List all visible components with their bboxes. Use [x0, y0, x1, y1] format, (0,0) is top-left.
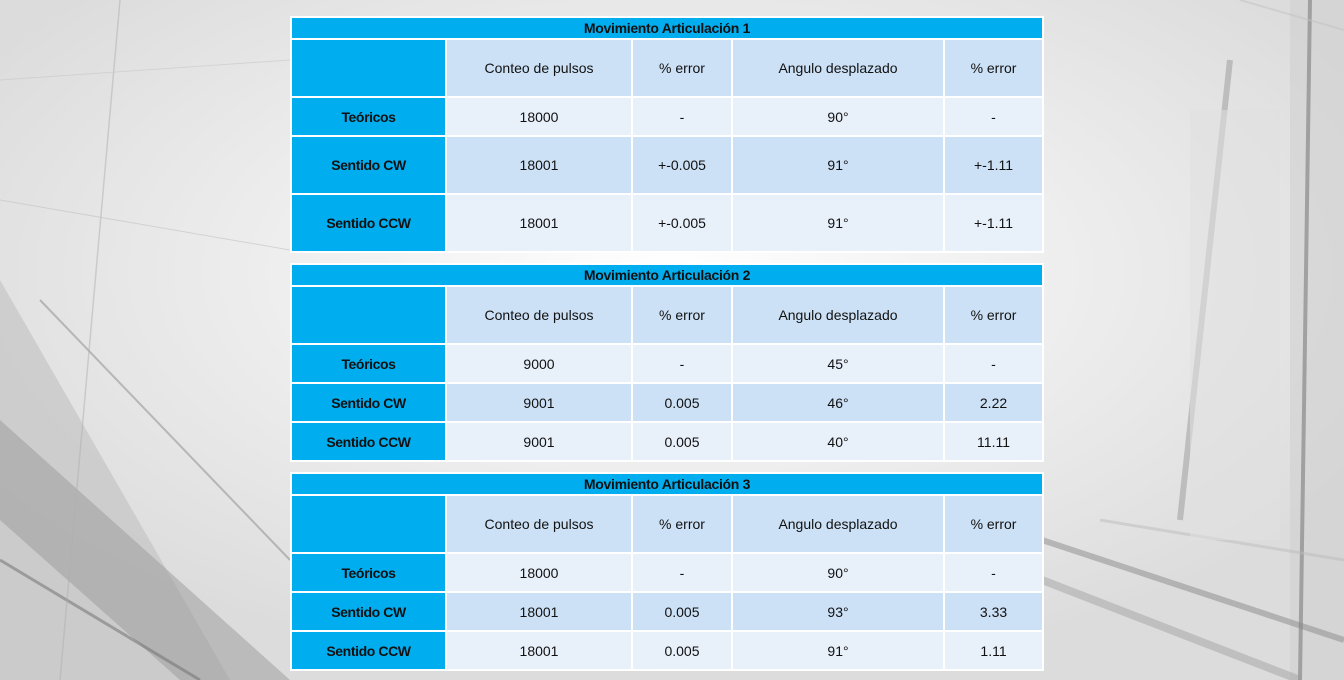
table-articulacion-2: [290, 263, 1044, 462]
column-header: Angulo desplazado: [732, 286, 944, 344]
table-articulacion-3: [290, 472, 1044, 671]
table-cell: -: [632, 344, 732, 383]
table-row: [291, 194, 1043, 252]
table-cell: 18001: [446, 592, 632, 631]
table-cell: 11.11: [944, 422, 1043, 461]
table-row: [291, 592, 1043, 631]
table-cell: 90°: [732, 97, 944, 136]
table-cell: 18001: [446, 631, 632, 670]
table-cell: 18000: [446, 97, 632, 136]
table-cell: +-0.005: [632, 194, 732, 252]
table-title: Movimiento Articulación 2: [291, 264, 1043, 286]
column-header: % error: [944, 39, 1043, 97]
table-cell: 0.005: [632, 631, 732, 670]
table-cell: 18001: [446, 194, 632, 252]
table-cell: +-0.005: [632, 136, 732, 194]
row-label: Teóricos: [291, 553, 446, 592]
row-label: Teóricos: [291, 97, 446, 136]
table-cell: -: [632, 553, 732, 592]
table-row: [291, 631, 1043, 670]
table-cell: 0.005: [632, 383, 732, 422]
row-label: Sentido CCW: [291, 422, 446, 461]
column-header: Conteo de pulsos: [446, 495, 632, 553]
table-row: [291, 344, 1043, 383]
column-header: % error: [632, 286, 732, 344]
header-corner: [291, 286, 446, 344]
table-cell: 9001: [446, 422, 632, 461]
table-cell: 9000: [446, 344, 632, 383]
row-label: Sentido CCW: [291, 631, 446, 670]
row-label: Sentido CCW: [291, 194, 446, 252]
table-row: [291, 383, 1043, 422]
column-header: % error: [632, 495, 732, 553]
table-articulacion-1: [290, 16, 1044, 253]
table-row: [291, 97, 1043, 136]
table-cell: 2.22: [944, 383, 1043, 422]
header-corner: [291, 495, 446, 553]
column-header: Angulo desplazado: [732, 495, 944, 553]
table-cell: 9001: [446, 383, 632, 422]
table-title: Movimiento Articulación 3: [291, 473, 1043, 495]
header-corner: [291, 39, 446, 97]
table-cell: -: [944, 344, 1043, 383]
table-title: Movimiento Articulación 1: [291, 17, 1043, 39]
column-header: % error: [944, 495, 1043, 553]
column-header: Angulo desplazado: [732, 39, 944, 97]
table-cell: 91°: [732, 631, 944, 670]
row-label: Sentido CW: [291, 136, 446, 194]
table-row: [291, 553, 1043, 592]
column-header: % error: [944, 286, 1043, 344]
table-cell: 1.11: [944, 631, 1043, 670]
table-cell: 91°: [732, 136, 944, 194]
table-cell: 93°: [732, 592, 944, 631]
table-cell: 3.33: [944, 592, 1043, 631]
tables-container: [290, 16, 1042, 671]
table-cell: 45°: [732, 344, 944, 383]
table-row: [291, 136, 1043, 194]
row-label: Sentido CW: [291, 383, 446, 422]
table-cell: 0.005: [632, 592, 732, 631]
table-cell: 90°: [732, 553, 944, 592]
table-cell: -: [632, 97, 732, 136]
table-cell: 18001: [446, 136, 632, 194]
table-cell: -: [944, 553, 1043, 592]
table-cell: 18000: [446, 553, 632, 592]
row-label: Teóricos: [291, 344, 446, 383]
table-cell: +-1.11: [944, 136, 1043, 194]
column-header: % error: [632, 39, 732, 97]
table-cell: 0.005: [632, 422, 732, 461]
column-header: Conteo de pulsos: [446, 39, 632, 97]
table-cell: -: [944, 97, 1043, 136]
column-header: Conteo de pulsos: [446, 286, 632, 344]
table-cell: +-1.11: [944, 194, 1043, 252]
table-row: [291, 422, 1043, 461]
table-cell: 40°: [732, 422, 944, 461]
table-cell: 91°: [732, 194, 944, 252]
row-label: Sentido CW: [291, 592, 446, 631]
table-cell: 46°: [732, 383, 944, 422]
